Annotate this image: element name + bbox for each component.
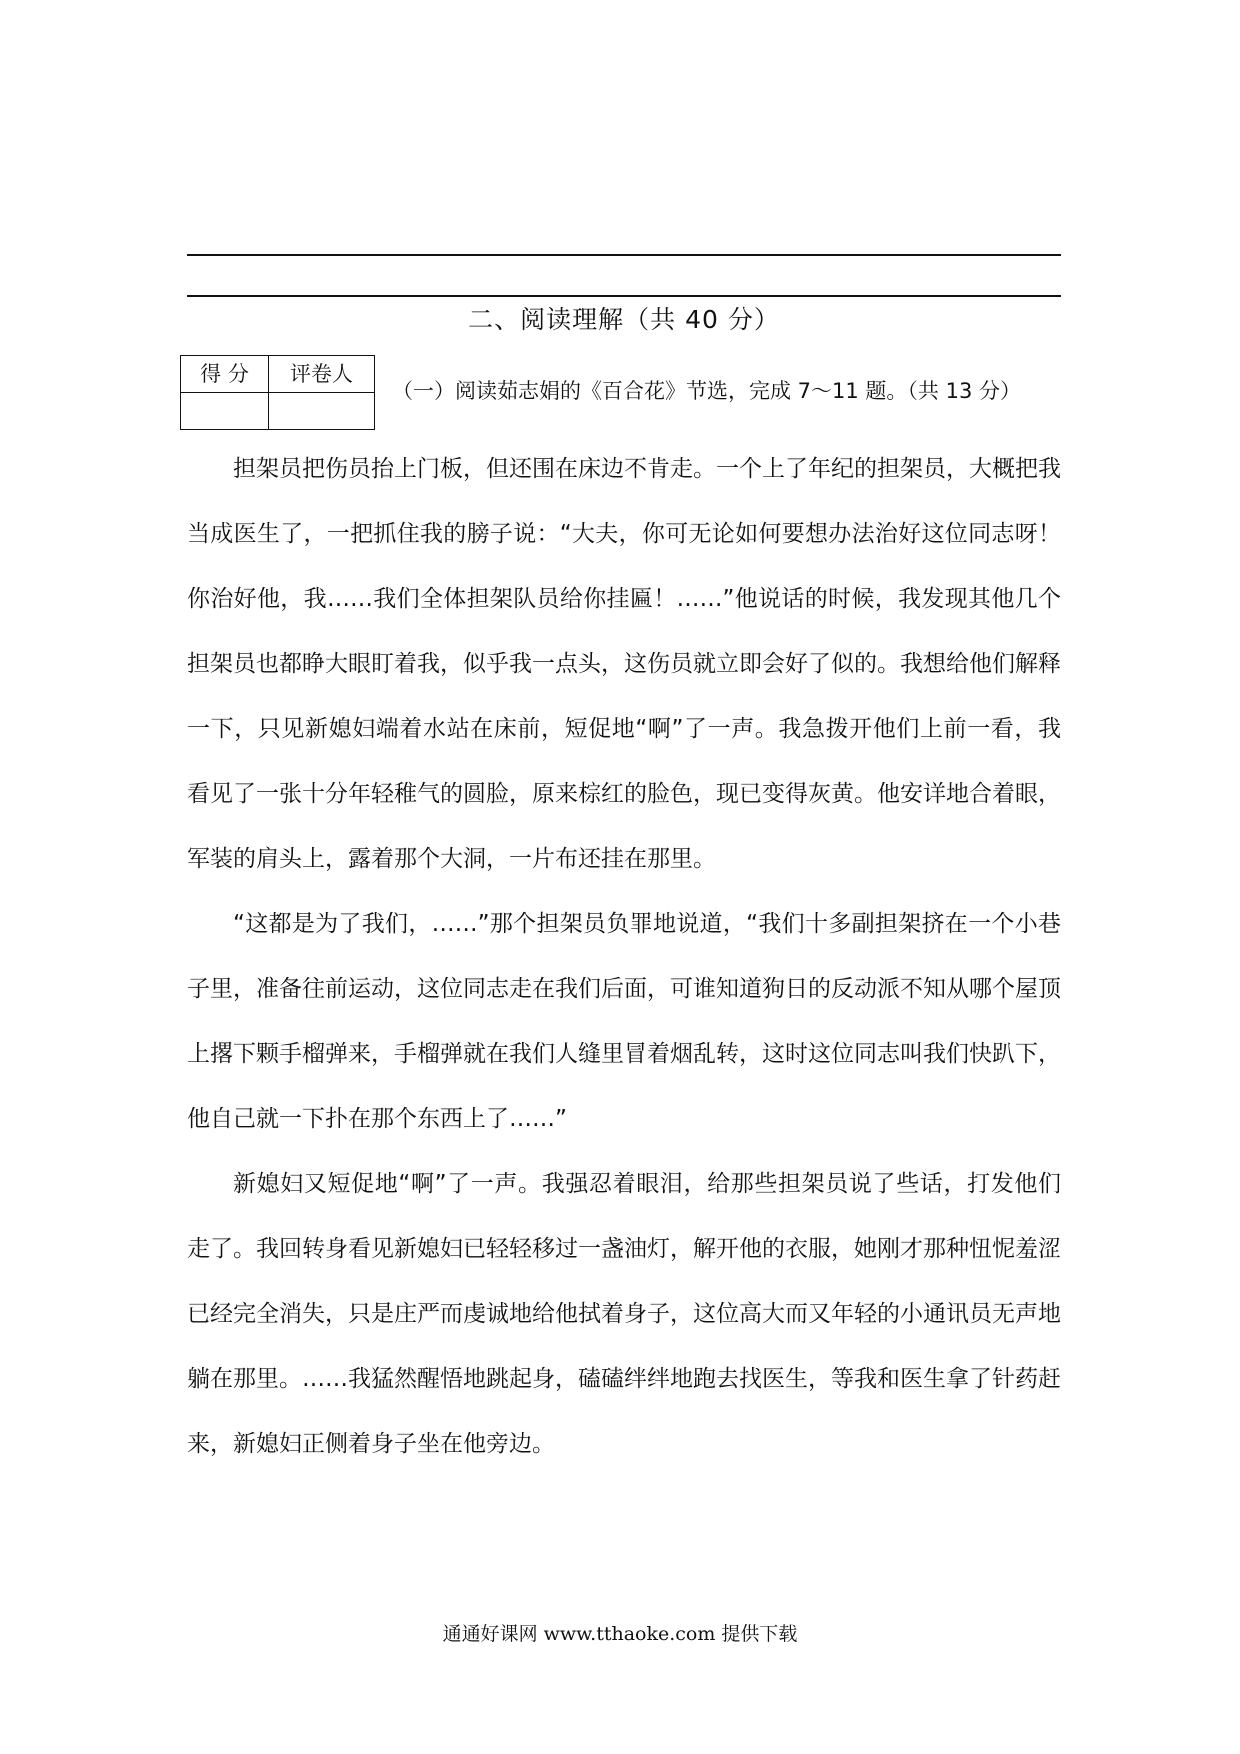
passage-paragraph-2: “这都是为了我们，……”那个担架员负罪地说道，“我们十多副担架挤在一个小巷子里，准备往前运动，这位同志走在我们后面，可谁知道狗日的反动派不知从哪个屋顶上撂下颗手榴弹来，手榴弹就在我们人缝里冒着烟乱转，这时这位同志叫我们快趴下，他自己就一下扑在那个东西上了……” [187,911,1061,1132]
score-header: 得 分 [181,356,269,393]
header-rule-top [187,254,1061,256]
header-rule-bottom [187,295,1061,297]
passage-paragraph-1: 担架员把伤员抬上门板，但还围在床边不肯走。一个上了年纪的担架员，大概把我当成医生了，一把抓住我的膀子说：“大夫，你可无论如何要想办法治好这位同志呀！你治好他，我……我们全体担架队员给你挂匾！……”他说话的时候，我发现其他几个担架员也都睁大眼盯着我，似乎我一点头，这伤员就立即会好了似的。我想给他们解释一下，只见新媳妇端着水站在床前，短促地“啊”了一声。我急拨开他们上前一看，我看见了一张十分年轻稚气的圆脸，原来棕红的脸色，现已变得灰黄。他安详地合着眼，军装的肩头上，露着那个大洞，一片布还挂在那里。 [187,456,1061,872]
subsection-title: （一）阅读茹志娟的《百合花》节选，完成 7～11 题。（共 13 分） [392,379,1022,403]
score-table [180,355,375,430]
passage-paragraph-3: 新媳妇又短促地“啊”了一声。我强忍着眼泪，给那些担架员说了些话，打发他们走了。我回转身看见新媳妇已轻轻移过一盏油灯，解开他的衣服，她刚才那种忸怩羞涩已经完全消失，只是庄严而虔诚地给他拭着身子，这位高大而又年轻的小通讯员无声地躺在那里。……我猛然醒悟地跳起身，磕磕绊绊地跑去找医生，等我和医生拿了针药赶来，新媳妇正侧着身子坐在他旁边。 [187,1171,1061,1457]
grader-cell [269,393,375,430]
footer-credit: 通通好课网 www.tthaoke.com 提供下载 [442,1623,798,1645]
section-title: 二、阅读理解（共 40 分） [468,305,780,334]
score-cell [181,393,269,430]
grader-header: 评卷人 [269,356,375,393]
